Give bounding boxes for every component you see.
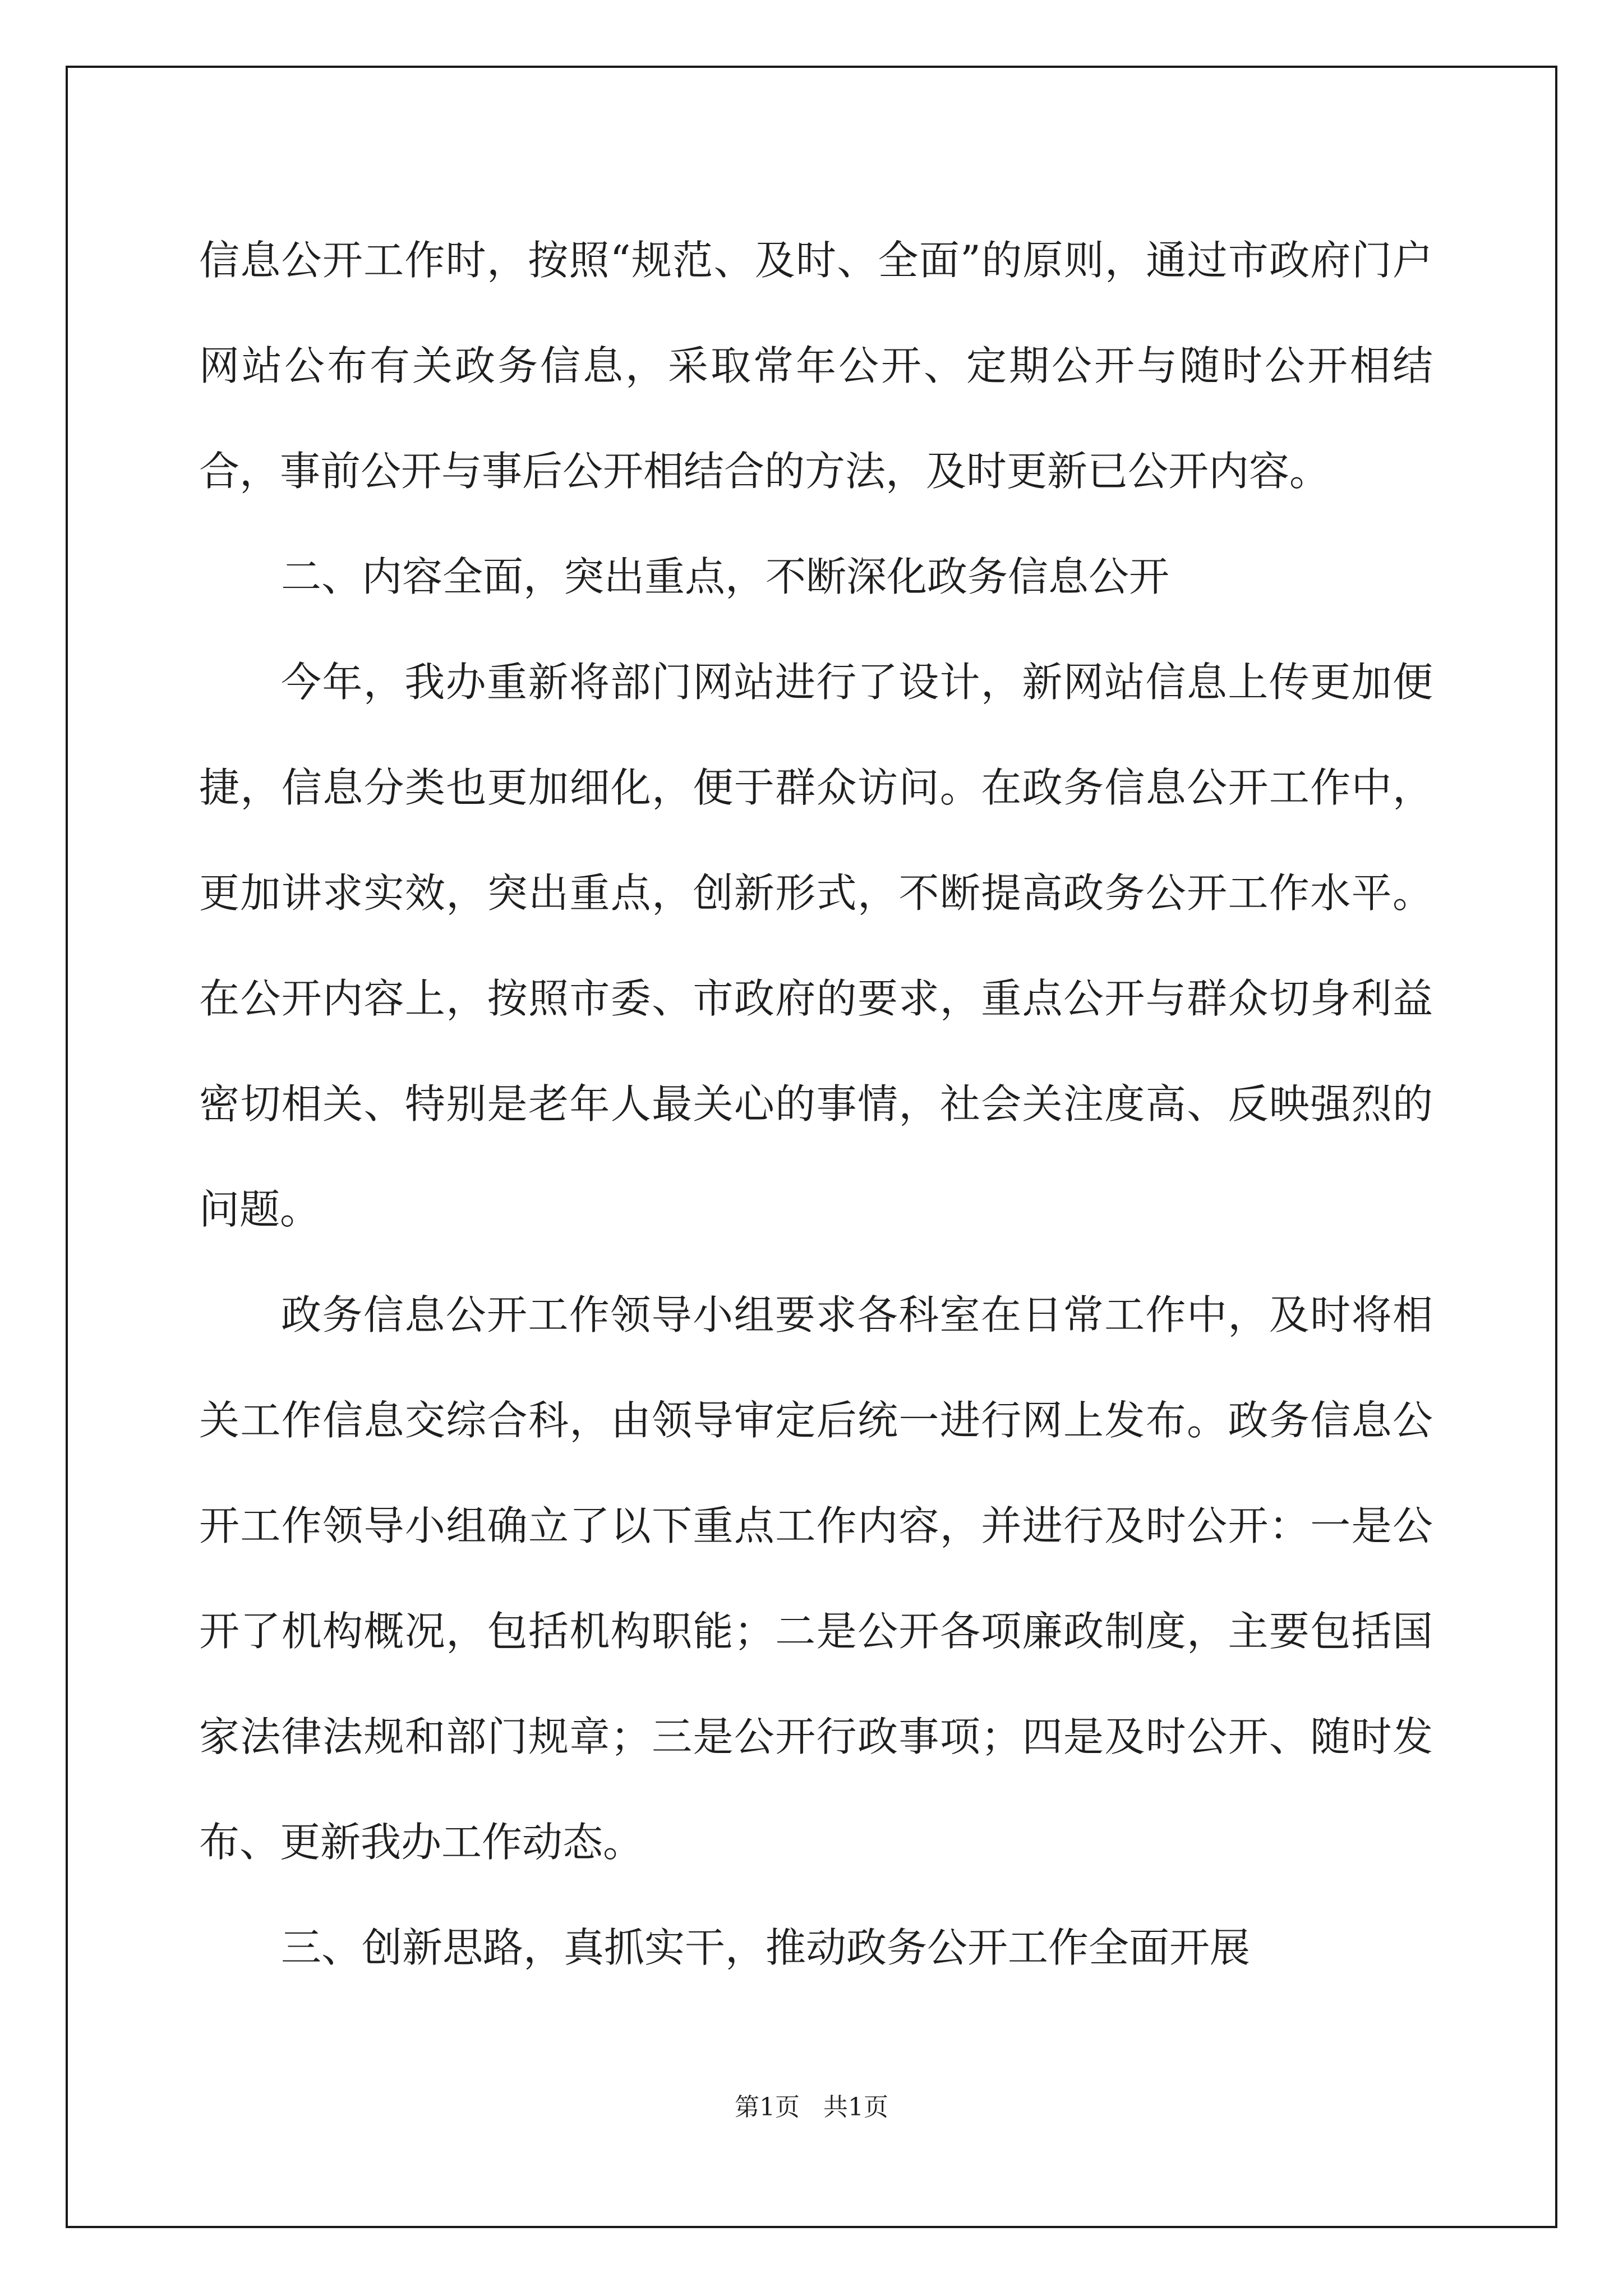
page-number-footer: 第1页 共1页 (735, 2093, 888, 2122)
section-heading-2: 二、内容全面，突出重点，不断深化政务信息公开 (281, 553, 1170, 600)
paragraph-4: 政务信息公开工作领导小组要求各科室在日常工作中，及时将相关工作信息交综合科，由领导审定后统一进行网上发布。政务信息公开工作领导小组确立了以下重点工作内容，并进行及时公开：一是公开了机构概况，包括机构职能；二是公开各项廉政制度，主要包括国家法律法规和部门规章；三是公开行政事项；四是及时公开、随时发布、更新我办工作动态。 (199, 1291, 1433, 1866)
paragraph-3: 今年，我办重新将部门网站进行了设计，新网站信息上传更加便捷，信息分类也更加细化，便于群众访问。在政务信息公开工作中，更加讲求实效，突出重点，创新形式，不断提高政务公开工作水平。在公开内容上，按照市委、市政府的要求，重点公开与群众切身利益密切相关、特别是老年人最关心的事情，社会关注度高、反映强烈的问题。 (199, 659, 1433, 1233)
paragraph-1: 信息公开工作时，按照“规范、及时、全面”的原则，通过市政府门户网站公布有关政务信息，采取常年公开、定期公开与随时公开相结合，事前公开与事后公开相结合的方法，及时更新已公开内容。 (199, 237, 1433, 495)
document-body (199, 208, 1433, 2000)
section-heading-3: 三、创新思路，真抓实干，推动政务公开工作全面开展 (281, 1924, 1251, 1971)
